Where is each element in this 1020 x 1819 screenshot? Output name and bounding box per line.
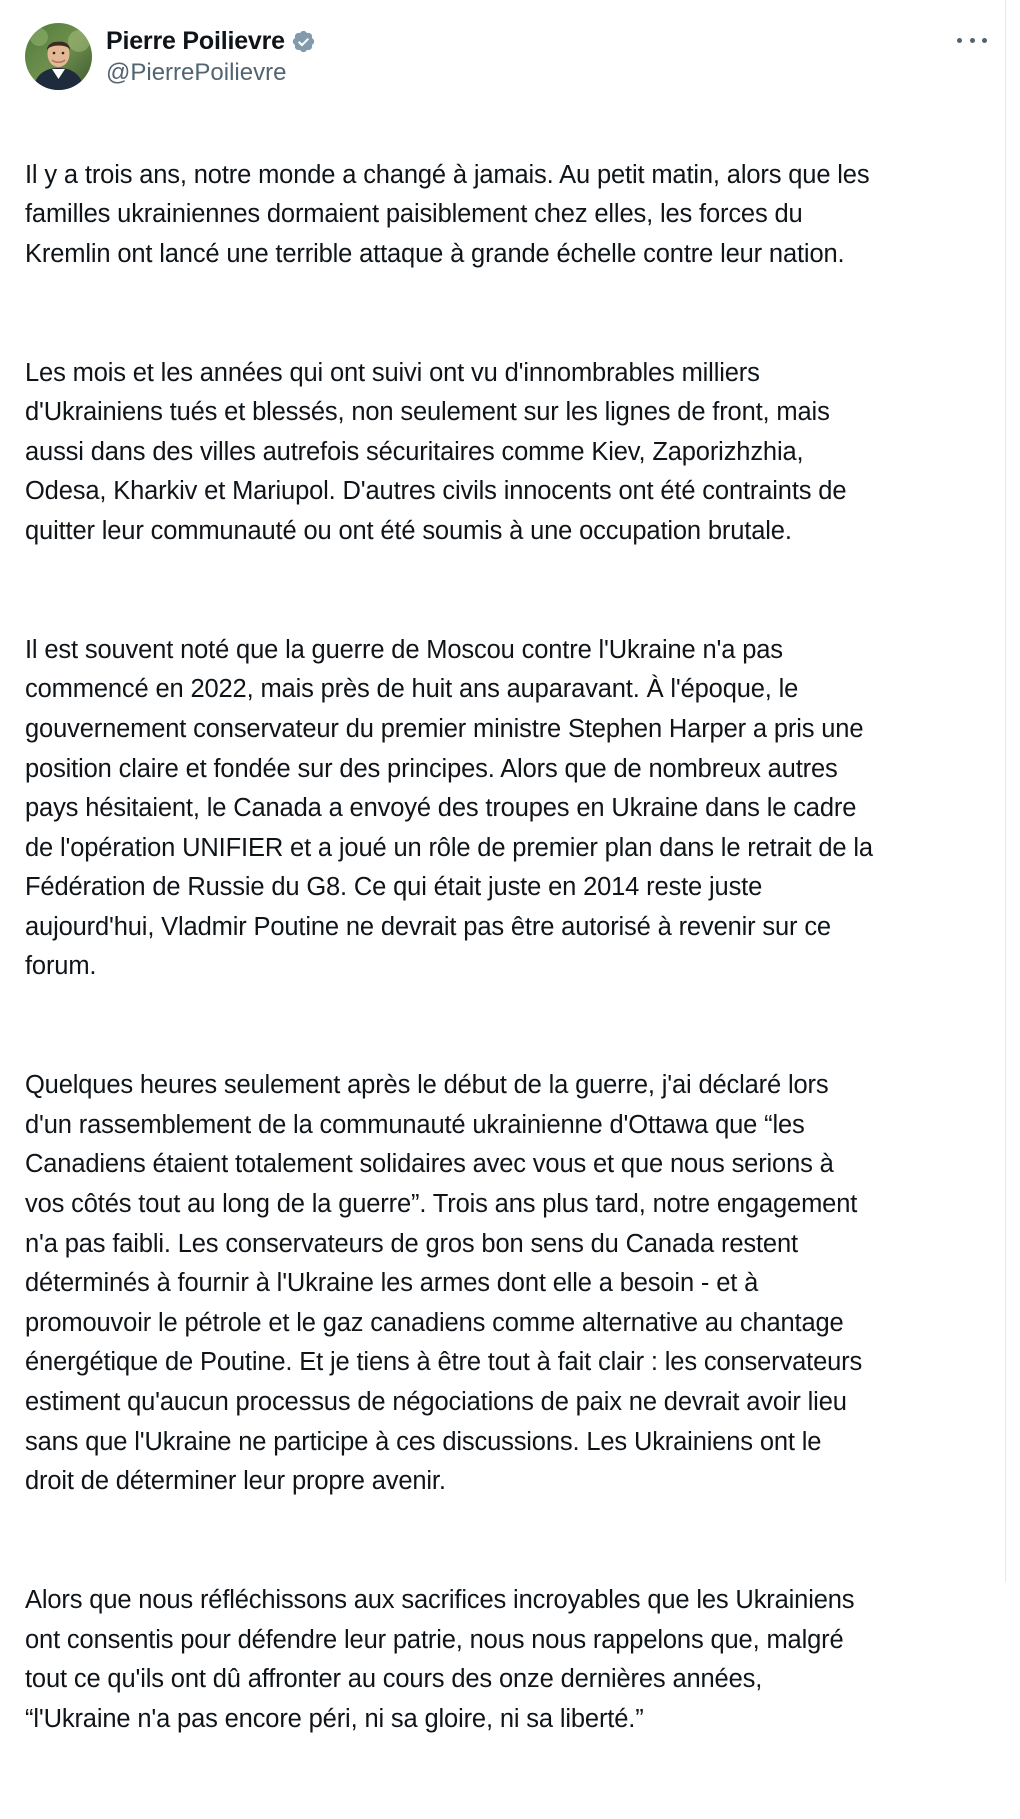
ellipsis-icon[interactable] — [957, 28, 987, 52]
tweet-paragraph: Il y a trois ans, notre monde a changé à jamais. Au petit matin, alors que les familles ukrainiennes dormaient paisiblement chez elles, les forces du Kremlin ont lancé une terrible attaque à grande échelle contre leur nation. — [25, 160, 870, 268]
display-name[interactable]: Pierre Poilievre — [106, 26, 285, 55]
tweet-text — [25, 116, 985, 1819]
name-row — [106, 26, 316, 56]
tweet-paragraph: Quelques heures seulement après le début de la guerre, j'ai déclaré lors d'un rassemblement de la communauté ukrainienne d'Ottawa que “les Canadiens étaient totalement solidaires avec vous et que nous serions à vos côtés tout au long de la guerre”. Trois ans plus tard, notre engagement n'a pas faibli. Les conservateurs de gros bon sens du Canada restent déterminés à fournir à l'Ukraine les armes dont elle a besoin - et à promouvoir le pétrole et le gaz canadiens comme alternative au chantage énergétique de Poutine. Et je tiens à être tout à fait clair : les conservateurs estiment qu'aucun processus de négociations de paix ne devrait avoir lieu sans que l'Ukraine ne participe à ces discussions. Les Ukrainiens ont le droit de déterminer leur propre avenir. — [25, 1071, 863, 1496]
timeline-border — [1005, 0, 1006, 1582]
user-info — [106, 26, 316, 87]
user-handle[interactable]: @PierrePoilievre — [106, 59, 287, 86]
tweet-paragraph: Il est souvent noté que la guerre de Moscou contre l'Ukraine n'a pas commencé en 2022, mais près de huit ans auparavant. À l'époque, le gouvernement conservateur du premier ministre Stephen Harper a pris une position claire et fondée sur des principes. Alors que de nombreux autres pays hésitaient, le Canada a envoyé des troupes en Ukraine dans le cadre de l'opération UNIFIER et a joué un rôle de premier plan dans le retrait de la Fédération de Russie du G8. Ce qui était juste en 2014 reste juste aujourd'hui, Vladmir Poutine ne devrait pas être autorisé à revenir sur ce forum. — [25, 635, 873, 981]
dot — [982, 38, 987, 43]
dot — [970, 38, 975, 43]
tweet — [25, 22, 985, 1733]
avatar[interactable] — [25, 23, 92, 90]
profile-photo-icon — [25, 23, 92, 90]
tweet-paragraph: Alors que nous réfléchissons aux sacrifices incroyables que les Ukrainiens ont consentis pour défendre leur patrie, nous nous rappelons que, malgré tout ce qu'ils ont dû affronter au cours des onze dernières années, “l'Ukraine n'a pas encore péri, ni sa gloire, ni sa liberté.” — [25, 1585, 855, 1733]
tweet-paragraph: Les mois et les années qui ont suivi ont vu d'innombrables milliers d'Ukrainiens tués et blessés, non seulement sur les lignes de front, mais aussi dans des villes autrefois sécuritaires comme Kiev, Zaporizhzhia, Odesa, Kharkiv et Mariupol. D'autres civils innocents ont été contraints de quitter leur communauté ou ont été soumis à une occupation brutale. — [25, 358, 847, 545]
dot — [957, 38, 962, 43]
verified-badge-icon[interactable] — [291, 29, 316, 54]
tweet-header — [25, 22, 985, 92]
